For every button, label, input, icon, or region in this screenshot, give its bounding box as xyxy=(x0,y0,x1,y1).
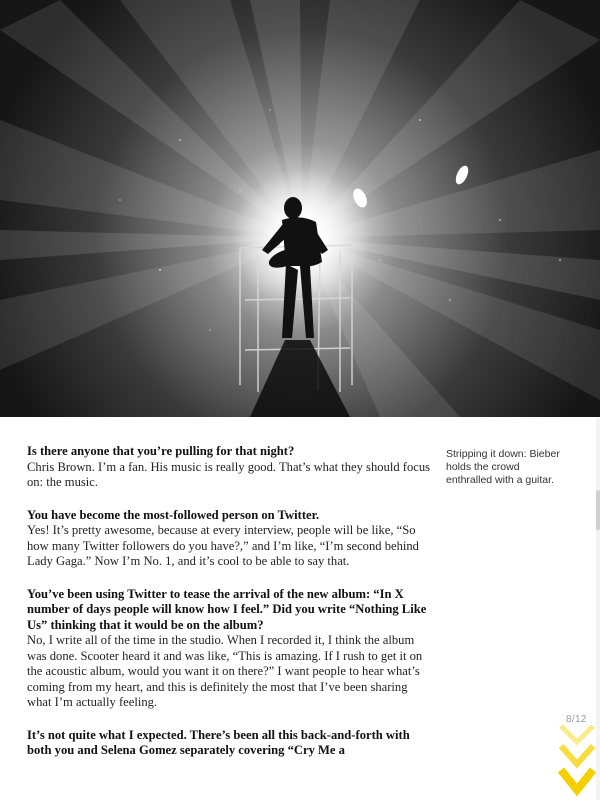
question-text: You have become the most-followed person on Twitter. xyxy=(27,507,320,522)
qa-block-4 xyxy=(27,728,432,759)
qa-block-1 xyxy=(27,444,432,491)
page-indicator: 8/12 xyxy=(566,714,587,725)
question-text: It’s not quite what I expected. There’s been all this back-and-forth with both you and Selena Gomez separately covering “Cry Me a xyxy=(27,727,410,757)
answer-text: No, I write all of the time in the studio. When I recorded it, I think the album was done. Scooter heard it and was like, “This is amazing. If I rush to get it on the acoustic album, would you want it on there?” I want people to hear what’s coming from my heart, and this is definitely the most that I’ve been sharing what I’m actually feeling. xyxy=(27,633,423,709)
answer-text: Yes! It’s pretty awesome, because at every interview, people will be like, “So how many Twitter followers do you have?,” and I’m like, “I’m second behind Lady Gaga.” Now I’m No. 1, and it’s cool to be able to say that. xyxy=(27,523,419,568)
article-body xyxy=(27,444,432,776)
photo-caption: Stripping it down: Bieber holds the crowd enthralled with a guitar. xyxy=(446,448,560,486)
answer-text: Chris Brown. I’m a fan. His music is really good. That’s what they should focus on: the music. xyxy=(27,459,431,489)
chevron-down-icon xyxy=(556,722,598,798)
question-text: Is there anyone that you’re pulling for that night? xyxy=(27,444,295,458)
qa-block-3 xyxy=(27,587,432,711)
question-text: You’ve been using Twitter to tease the arrival of the new album: “In X number of days people will know how I feel.” Did you write “Nothing Like Us” thinking that it would be on the album? xyxy=(27,586,427,632)
qa-block-2 xyxy=(27,508,432,570)
scrollbar-thumb[interactable] xyxy=(596,490,600,530)
next-page-button[interactable] xyxy=(556,722,598,798)
